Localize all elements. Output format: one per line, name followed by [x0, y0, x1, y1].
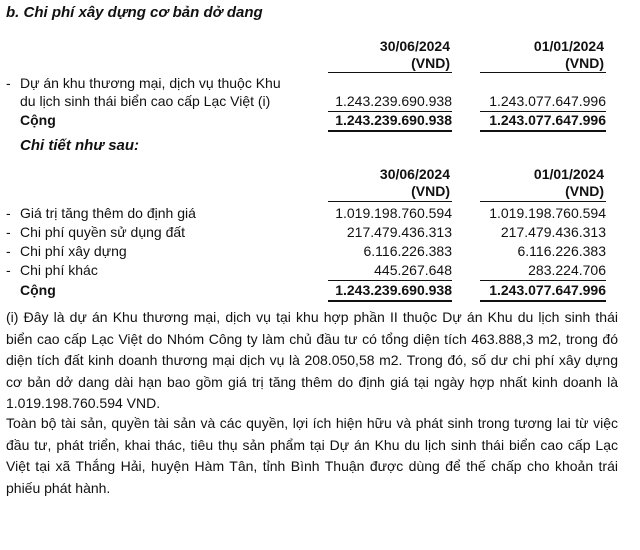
table2-row-bullet: -	[6, 205, 11, 221]
table2-total-rule-col1	[328, 300, 452, 302]
table1-col1-unit: (VND)	[411, 55, 450, 71]
table2-col2-unit: (VND)	[565, 183, 604, 199]
table1-col1-date: 30/06/2024	[379, 38, 450, 54]
table2-row-value-col1: 445.267.648	[374, 262, 452, 278]
table2-col2-header	[480, 166, 604, 200]
table2-row-value-col2: 6.116.226.383	[517, 243, 606, 259]
table1-row-value-col2: 1.243.077.647.996	[489, 93, 606, 109]
table2-row-value-col1: 6.116.226.383	[363, 243, 452, 259]
table1-col1-header-rule	[328, 72, 452, 73]
table1-row-label-line2: du lịch sinh thái biển cao cấp Lạc Việt (i)	[20, 93, 271, 109]
table2-row-label: Giá trị tăng thêm do định giá	[20, 205, 196, 221]
table1-col2-header	[480, 38, 604, 72]
table2-row-value-col1: 1.019.198.760.594	[335, 205, 452, 221]
table1-row-label-line1: Dự án khu thương mại, dịch vụ thuộc Khu	[20, 75, 281, 91]
table2-col1-header-rule	[328, 201, 452, 202]
table2-col1-date: 30/06/2024	[379, 166, 450, 182]
detail-title: Chi tiết như sau:	[20, 137, 140, 154]
table2-row-value-col2: 1.019.198.760.594	[489, 205, 606, 221]
table2-total-rule-col2	[480, 300, 606, 302]
table1-total-col2: 1.243.077.647.996	[489, 112, 606, 128]
table1-col1-header	[330, 38, 450, 72]
table2-total-label: Cộng	[20, 282, 56, 298]
table1-col2-header-rule	[480, 72, 606, 73]
table2-row-value-col2: 217.479.436.313	[500, 224, 606, 240]
table2-row-value-col2: 283.224.706	[528, 262, 606, 278]
table2-subtotal-rule-col1	[328, 280, 452, 281]
table2-col1-unit: (VND)	[411, 183, 450, 199]
table2-col2-date: 01/01/2024	[533, 166, 604, 182]
table2-col1-header	[330, 166, 450, 200]
table1-row-bullet: -	[6, 75, 11, 91]
table2-row-bullet: -	[6, 243, 11, 259]
table2-row-bullet: -	[6, 262, 11, 278]
table2-col2-header-rule	[480, 201, 606, 202]
table2-row-bullet: -	[6, 224, 11, 240]
table1-row-value-col1: 1.243.239.690.938	[335, 93, 452, 109]
table2-row-label: Chi phí xây dựng	[20, 243, 127, 259]
collateral-paragraph: Toàn bộ tài sản, quyền tài sản và các quyền, lợi ích hiện hữu và phát sinh trong tương lai từ việc đầu tư, phát triển, khai thác, tiêu thụ sản phẩm tại Dự án Khu du lịch sinh thái biển cao cấp Lạc Việt tại xã Thắng Hải, huyện Hàm Tân, tỉnh Bình Thuận được dùng để thế chấp cho khoản trái phiếu phát hành.	[6, 415, 618, 496]
table1-col2-date: 01/01/2024	[533, 38, 604, 54]
table2-row-label: Chi phí khác	[20, 262, 98, 278]
table2-total-col2: 1.243.077.647.996	[489, 282, 606, 298]
table1-total-label: Cộng	[20, 112, 56, 128]
table2-subtotal-rule-col2	[480, 280, 606, 281]
table2-row-label: Chi phí quyền sử dụng đất	[20, 224, 186, 240]
section-title: b. Chi phí xây dựng cơ bản dở dang	[6, 4, 263, 21]
table2-row-value-col1: 217.479.436.313	[346, 224, 452, 240]
table1-total-rule-col1	[328, 130, 452, 132]
note-i-paragraph: (i) Đây là dự án Khu thương mại, dịch vụ tại khu hợp phần II thuộc Dự án Khu du lịch sinh thái biển cao cấp Lạc Việt do Nhóm Công ty làm chủ đầu tư có tổng diện tích 463.888,3 m2, trong đó diện tích đất kinh doanh thương mại dịch vụ là 208.050,58 m2. Trong đó, số dư chi phí xây dựng cơ bản dở dang dài hạn bao gồm giá trị tăng thêm do định giá tại ngày hợp nhất kinh doanh là 1.019.198.760.594 VND.	[6, 309, 618, 411]
table1-col2-unit: (VND)	[565, 55, 604, 71]
table2-total-col1: 1.243.239.690.938	[335, 282, 452, 298]
table1-total-rule-col2	[480, 130, 606, 132]
table1-total-col1: 1.243.239.690.938	[335, 112, 452, 128]
